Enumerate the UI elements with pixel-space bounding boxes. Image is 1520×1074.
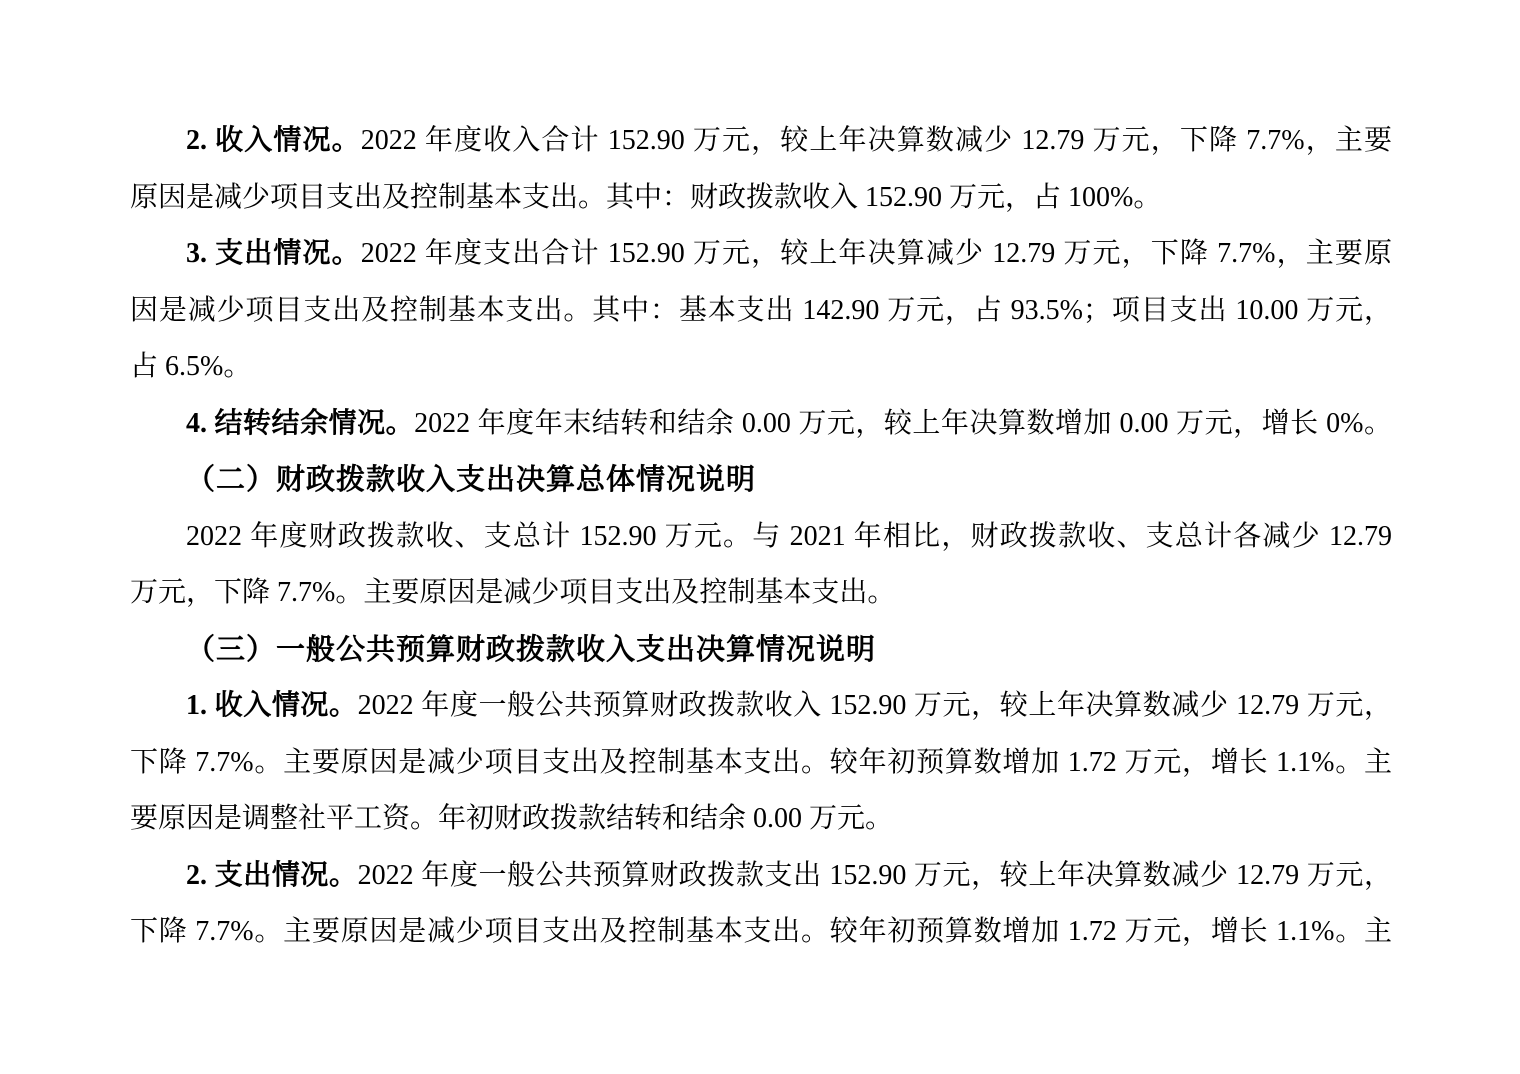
bold-text-run: 2. 支出情况。 (186, 859, 358, 891)
budget-income-para-line-1 (130, 678, 1392, 735)
section-2-heading (130, 452, 1392, 509)
budget-expenditure-para-line-2 (130, 904, 1392, 961)
text-run: 因是减少项目支出及控制基本支出。其中：基本支出 142.90 万元，占 93.5%；项目支出 10.00 万元， (130, 294, 1392, 326)
fiscal-appropriation-para-line-1 (130, 509, 1392, 566)
text-run: 2022 年度年末结转和结余 0.00 万元，较上年决算数增加 0.00 万元，增长 0%。 (414, 407, 1392, 439)
text-run: 下降 7.7%。主要原因是减少项目支出及控制基本支出。较年初预算数增加 1.72 万元，增长 1.1%。主 (130, 746, 1392, 778)
text-run: 2022 年度支出合计 152.90 万元，较上年决算减少 12.79 万元，下降 7.7%，主要原 (360, 238, 1392, 269)
text-run: 万元，下降 7.7%。主要原因是减少项目支出及控制基本支出。 (130, 577, 896, 608)
text-run: 占 6.5%。 (130, 351, 252, 382)
carryover-para-line-1 (130, 396, 1392, 453)
budget-income-para-line-2 (130, 735, 1392, 792)
fiscal-appropriation-para-line-2 (130, 565, 1392, 622)
general-expenditure-para-line-2 (130, 283, 1392, 340)
bold-text-run: （二）财政拨款收入支出决算总体情况说明 (186, 464, 757, 496)
general-income-para-line-2 (130, 170, 1392, 227)
general-income-para-line-1 (130, 113, 1392, 170)
text-run: 要原因是调整社平工资。年初财政拨款结转和结余 0.00 万元。 (130, 803, 894, 834)
budget-expenditure-para-line-1 (130, 848, 1392, 905)
bold-text-run: （三）一般公共预算财政拨款收入支出决算情况说明 (186, 633, 877, 666)
text-run: 2022 年度收入合计 152.90 万元，较上年决算数减少 12.79 万元，下降 7.7%，主要 (360, 125, 1392, 156)
section-3-heading (130, 622, 1392, 679)
text-run: 2022 年度一般公共预算财政拨款收入 152.90 万元，较上年决算数减少 12.79 万元， (357, 690, 1392, 721)
text-run: 原因是减少项目支出及控制基本支出。其中：财政拨款收入 152.90 万元，占 100%。 (130, 181, 1162, 213)
bold-text-run: 3. 支出情况。 (186, 238, 361, 269)
text-run: 下降 7.7%。主要原因是减少项目支出及控制基本支出。较年初预算数增加 1.72 万元，增长 1.1%。主 (130, 916, 1392, 947)
budget-income-para-line-3 (130, 791, 1392, 848)
general-expenditure-para-line-3 (130, 339, 1392, 396)
bold-text-run: 1. 收入情况。 (186, 690, 358, 721)
bold-text-run: 2. 收入情况。 (186, 125, 361, 156)
bold-text-run: 4. 结转结余情况。 (186, 407, 415, 439)
text-run: 2022 年度财政拨款收、支总计 152.90 万元。与 2021 年相比，财政拨款收、支总计各减少 12.79 (186, 520, 1392, 552)
general-expenditure-para-line-1 (130, 226, 1392, 283)
document-content (130, 113, 1392, 961)
text-run: 2022 年度一般公共预算财政拨款支出 152.90 万元，较上年决算数减少 12.79 万元， (357, 859, 1392, 891)
